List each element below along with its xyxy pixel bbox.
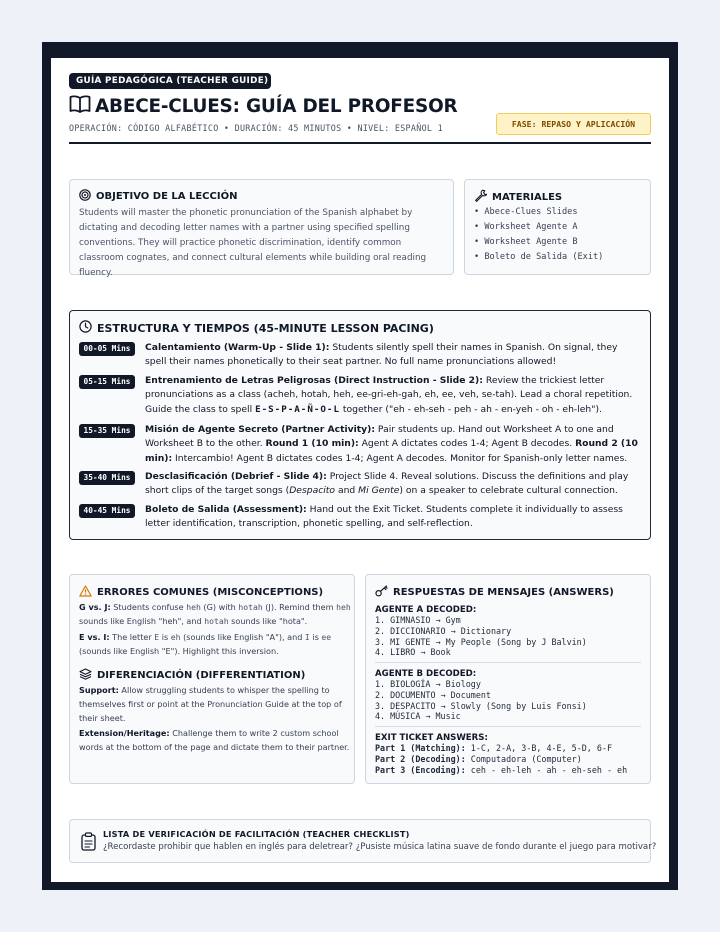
step-row-instruction <box>79 374 643 417</box>
step-text: Calentamiento (Warm-Up - Slide 1): Students silently spell their names in Spanish. On signal, they spell their names phonetically to their seat partner. No full name pronunciations allowed! <box>145 342 618 368</box>
open-book-icon <box>69 95 91 117</box>
clock-icon <box>79 320 92 336</box>
layers-icon <box>79 668 92 683</box>
checklist-card <box>69 819 657 863</box>
answers-divider <box>375 726 641 727</box>
list-item: • Worksheet Agente A <box>474 222 578 232</box>
time-badge: 00-05 Mins <box>79 342 135 356</box>
agent-a-list <box>375 615 587 658</box>
differentiation-heading: DIFERENCIACIÓN (DIFFERENTIATION) <box>79 668 305 683</box>
list-item: 4. LIBRO → Book <box>375 647 451 658</box>
time-badge: 35-40 Mins <box>79 471 135 485</box>
guide-tag: GUÍA PEDAGÓGICA (TEACHER GUIDE) <box>69 73 271 89</box>
answers-card <box>365 574 651 784</box>
page-title <box>69 93 457 119</box>
misconceptions-card <box>69 574 355 784</box>
step-text: Desclasificación (Debrief - Slide 4): Project Slide 4. Reveal solutions. Discuss the definitions and play short clips of the target songs (Despacito and Mi Gente) on a speaker to celebrate cultural connection. <box>145 471 629 497</box>
header-rule <box>69 142 651 144</box>
answers-heading: RESPUESTAS DE MENSAJES (ANSWERS) <box>375 585 614 600</box>
phase-badge: FASE: REPASO Y APLICACIÓN <box>496 113 651 135</box>
list-item: 1. GIMNASIO → Gym <box>375 615 461 625</box>
time-badge: 15-35 Mins <box>79 424 135 438</box>
checklist-heading: LISTA DE VERIFICACIÓN DE FACILITACIÓN (TEACHER CHECKLIST) <box>103 829 410 839</box>
structure-card <box>69 310 651 540</box>
lesson-meta: OPERACIÓN: CÓDIGO ALFABÉTICO • DURACIÓN: 45 MINUTOS • NIVEL: ESPAÑOL 1 <box>69 123 443 133</box>
list-item: Part 2 (Decoding): Computadora (Computer) <box>375 753 582 764</box>
step-row-assessment <box>79 503 643 532</box>
list-item: 4. MÚSICA → Music <box>375 711 461 722</box>
step-text: Entrenamiento de Letras Peligrosas (Direct Instruction - Slide 2): Review the trickiest letter pronunciations as a class (acheh, hotah, heh, ee-gri-eh-gah, eh, ee, veh, se-tah). Lead a choral repetition. Guide the class to spell E-S-P-A-Ñ-O-L together ("eh - eh-seh - peh - ah - en-yeh - oh - eh-leh"). <box>145 375 633 415</box>
list-item: 3. MI GENTE → My People (Song by J Balvin) <box>375 636 587 647</box>
list-item: • Worksheet Agente B <box>474 237 578 247</box>
list-item: Part 3 (Encoding): ceh - eh-leh - ah - eh-seh - eh <box>375 764 628 775</box>
agent-b-heading: AGENTE B DECODED: <box>375 669 477 679</box>
list-item: • Abece-Clues Slides <box>474 207 578 217</box>
misconceptions-heading: ERRORES COMUNES (MISCONCEPTIONS) <box>79 585 323 600</box>
list-item: 2. DOCUMENTO → Document <box>375 689 491 700</box>
materials-heading: MATERIALES <box>474 189 562 205</box>
misconception-e-i: E vs. I: The letter E is eh (sounds like English "A"), and I is ee (sounds like English "E"). Highlight this inversion. <box>79 632 332 657</box>
agent-a-heading: AGENTE A DECODED: <box>375 605 477 615</box>
answers-divider <box>375 662 641 663</box>
warning-icon <box>79 585 92 600</box>
step-row-debrief <box>79 470 643 499</box>
step-text: Misión de Agente Secreto (Partner Activity): Pair students up. Hand out Worksheet A to one and Worksheet B to the other. Round 1 (10 min): Agent A dictates codes 1-4; Agent B decodes. Round 2 (10 min): Intercambio! Agent B dictates codes 1-4; Agent A decodes. Monitor for Spanish-only letter names. <box>145 424 638 464</box>
objective-text: Students will master the phonetic pronunciation of the Spanish alphabet by dictating and decoding letter names with a partner using specified spelling conventions. They will practice phonetic discrimination, identify common classroom cognates, and connect cultural elements while building oral reading fluency. <box>79 208 427 278</box>
wrench-icon <box>474 189 487 205</box>
step-row-partner <box>79 423 643 466</box>
list-item: 1. BIOLOGÍA → Biology <box>375 679 481 689</box>
time-badge: 40-45 Mins <box>79 504 135 518</box>
objective-heading: OBJETIVO DE LA LECCIÓN <box>79 189 237 204</box>
objective-card <box>69 179 454 278</box>
target-icon <box>79 189 91 204</box>
list-item: 3. DESPACITO → Slowly (Song by Luis Fonsi) <box>375 700 587 711</box>
list-item: • Boleto de Salida (Exit) <box>474 252 604 262</box>
differentiation-extension: Extension/Heritage: Challenge them to write 2 custom school words at the bottom of the page and dictate them to their partner. <box>79 728 350 753</box>
clipboard-icon <box>81 832 96 855</box>
misconception-g-j: G vs. J: Students confuse heh (G) with hotah (J). Remind them heh sounds like English "heh", and hotah sounds like "hota". <box>79 602 351 627</box>
list-item: Part 1 (Matching): 1-C, 2-A, 3-B, 4-E, 5-D, 6-F <box>375 743 612 753</box>
materials-list <box>474 205 603 265</box>
checklist-text: ¿Recordaste prohibir que hablen en inglés para deletrear? ¿Pusiste música latina suave de fondo durante el juego para motivar? <box>103 842 657 852</box>
agent-b-list <box>375 679 587 722</box>
structure-heading: ESTRUCTURA Y TIEMPOS (45-MINUTE LESSON PACING) <box>79 320 434 336</box>
title-text: ABECE-CLUES: GUÍA DEL PROFESOR <box>95 95 458 117</box>
materials-card <box>464 179 651 275</box>
time-badge: 05-15 Mins <box>79 375 135 389</box>
step-text: Boleto de Salida (Assessment): Hand out the Exit Ticket. Students complete it individually to assess letter identification, transcription, phonetic spelling, and self-reflection. <box>145 504 623 530</box>
exit-ticket-list <box>375 743 627 775</box>
step-row-warmup <box>79 341 643 370</box>
differentiation-support: Support: Allow struggling students to whisper the spelling to themselves first or point at the Pronunciation Guide at the top of their sheet. <box>79 685 342 724</box>
list-item: 2. DICCIONARIO → Dictionary <box>375 625 512 636</box>
key-icon <box>375 585 388 600</box>
exit-ticket-heading: EXIT TICKET ANSWERS: <box>375 733 488 743</box>
